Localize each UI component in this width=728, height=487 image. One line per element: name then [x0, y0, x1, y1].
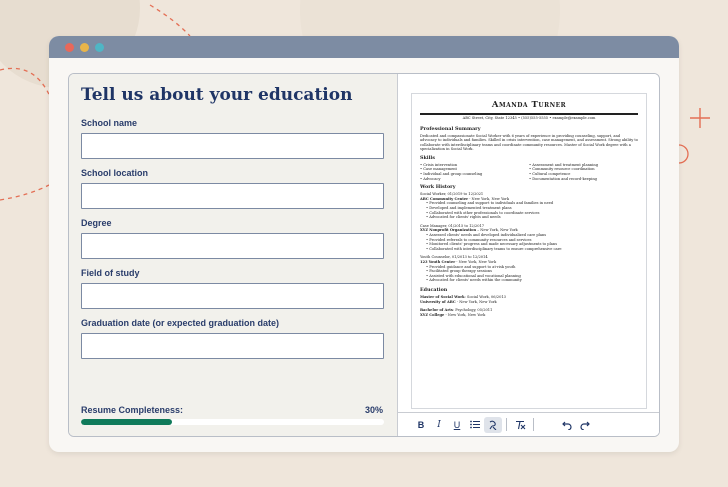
job-bullet: • Collaborated with other professionals to coordinate services	[420, 211, 638, 216]
close-window-dot[interactable]	[65, 43, 74, 52]
job-entry	[420, 255, 638, 283]
job-bullet: • Collaborated with interdisciplinary teams to ensure comprehensive care	[420, 247, 638, 252]
job-bullet: • Assessed clients' needs and developed individualized care plans	[420, 233, 638, 238]
italic-button[interactable]: I	[437, 419, 441, 430]
education-form	[69, 74, 398, 436]
clear-format-icon	[515, 420, 526, 430]
job-company: 123 Youth Center - New York, New York	[420, 259, 497, 264]
resume-contact: ABC Street, City, State 12345 • (555)555-5555 • example@example.com	[462, 115, 596, 120]
page-title: Tell us about your education	[81, 85, 353, 105]
education-list	[420, 295, 638, 317]
skill-item: • Crisis intervention	[420, 163, 529, 168]
graduation-date-label: Graduation date (or expected graduation date)	[81, 318, 280, 328]
list-icon	[470, 420, 480, 429]
job-company: ABC Community Center - New York, New York	[420, 196, 510, 201]
job-bullet: • Developed and implemented treatment plans	[420, 206, 638, 211]
spellcheck-button[interactable]	[484, 417, 502, 433]
school-name-input[interactable]	[81, 133, 384, 159]
skill-item: • Cultural competence	[529, 172, 638, 177]
degree-label: Degree	[81, 218, 112, 228]
degree-input[interactable]	[81, 233, 384, 259]
maximize-window-dot[interactable]	[95, 43, 104, 52]
job-bullet: • Provided referrals to community resources and services	[420, 238, 638, 243]
resume-page[interactable]	[411, 93, 647, 409]
skill-item: • Documentation and record-keeping	[529, 177, 638, 182]
skill-item: • Case management	[420, 167, 529, 172]
list-button[interactable]	[466, 417, 484, 433]
job-title: Social Worker, 01/2019 to 12/2021	[420, 192, 484, 197]
toolbar-divider	[533, 418, 534, 431]
jobs-list	[420, 192, 638, 283]
editor-toolbar	[398, 412, 660, 436]
clear-format-button[interactable]	[511, 417, 529, 433]
skill-item: • Advocacy	[420, 177, 529, 182]
skill-item: • Assessment and treatment planning	[529, 163, 638, 168]
spellcheck-icon	[488, 420, 498, 430]
graduation-date-input[interactable]	[81, 333, 384, 359]
undo-button[interactable]	[558, 417, 576, 433]
app-window	[49, 36, 679, 452]
toolbar-divider	[506, 418, 507, 431]
underline-button[interactable]: U	[453, 419, 461, 430]
job-bullet: • Provided guidance and support to at-risk youth	[420, 265, 638, 270]
resume-divider	[420, 113, 638, 115]
minimize-window-dot[interactable]	[80, 43, 89, 52]
skill-item: • Individual and group counseling	[420, 172, 529, 177]
job-bullet: • Advocated for clients' rights and needs	[420, 215, 638, 220]
skill-item: • Community resource coordination	[529, 167, 638, 172]
field-of-study-input[interactable]	[81, 283, 384, 309]
education-entry: Master of Social Work: Social Work, 06/2013 University of ABC - New York, New York	[420, 294, 506, 304]
redo-icon	[580, 420, 590, 430]
skills-list	[420, 163, 638, 181]
work-history-heading: Work History	[420, 184, 456, 191]
education-heading: Education	[420, 286, 448, 293]
undo-icon	[562, 420, 572, 430]
skills-heading: Skills	[420, 154, 435, 161]
job-title: Youth Counselor, 01/2013 to 12/2014	[420, 255, 488, 260]
completeness-progress-bar	[81, 419, 384, 425]
job-bullet: • Monitored clients' progress and made necessary adjustments to plans	[420, 242, 638, 247]
summary-heading: Professional Summary	[420, 125, 481, 132]
bold-button[interactable]: B	[417, 419, 425, 430]
job-entry	[420, 224, 638, 252]
completeness-progress-fill	[81, 419, 172, 425]
school-location-label: School location	[81, 168, 149, 178]
field-of-study-label: Field of study	[81, 268, 140, 278]
school-location-input[interactable]	[81, 183, 384, 209]
education-entry: Bachelor of Arts: Psychology, 05/2011 XYZ College - New York, New York	[420, 308, 493, 317]
resume-completeness-value: 30%	[364, 405, 383, 415]
job-bullet: • Advocated for clients' needs within the community	[420, 278, 638, 283]
job-bullet: • Facilitated group therapy sessions	[420, 269, 638, 274]
school-name-label: School name	[81, 118, 138, 128]
job-bullet: • Provided counseling and support to individuals and families in need	[420, 201, 638, 206]
resume-name: Amanda Turner	[491, 100, 567, 110]
redo-button[interactable]	[576, 417, 594, 433]
job-entry	[420, 192, 638, 220]
builder-panel	[68, 73, 660, 437]
resume-completeness-label: Resume Completeness:	[81, 405, 184, 415]
job-title: Case Manager, 01/2015 to 12/2017	[420, 223, 485, 228]
resume-preview	[398, 74, 660, 436]
summary-text: Dedicated and compassionate Social Worker with 6 years of experience in providing counseling, support, and advocacy to individuals and families. Skilled in crisis intervention, case management, and assessment. Strong ability to collaborate with interdisciplinary teams and coordinate community resources. Master of Social Work degree with a specialization in Social Work.	[420, 133, 638, 152]
window-titlebar	[49, 36, 679, 58]
job-bullet: • Assisted with educational and vocational planning	[420, 274, 638, 279]
job-company: XYZ Nonprofit Organization – New York, New York	[420, 228, 518, 233]
